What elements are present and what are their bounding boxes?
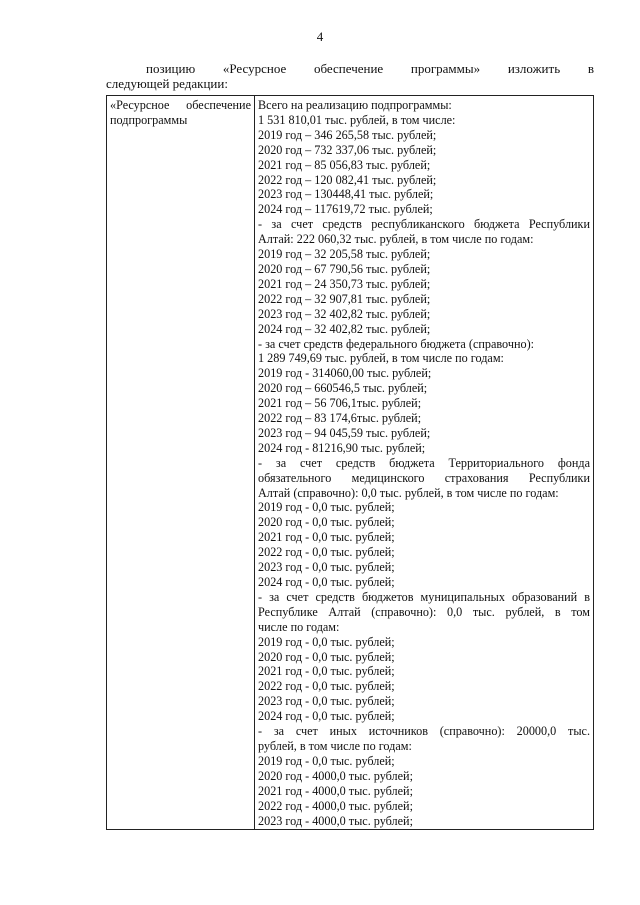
label-line: подпрограммы: [110, 112, 188, 127]
content-cell: [255, 96, 594, 830]
total-year-line: 2023 год – 130448,41 тыс. рублей;: [258, 187, 434, 202]
intro-word: позицию: [146, 61, 196, 76]
municipal-heading-line: - за счет средств бюджетов муниципальных образований в: [258, 589, 590, 604]
other-year-line: 2021 год - 4000,0 тыс. рублей;: [258, 783, 413, 798]
resource-table: [106, 95, 594, 830]
republic-year-line: 2022 год – 32 907,81 тыс. рублей;: [258, 291, 431, 306]
fund-year-line: 2024 год - 0,0 тыс. рублей;: [258, 575, 395, 589]
table-row: [107, 96, 594, 830]
republic-year-line: 2021 год – 24 350,73 тыс. рублей;: [258, 276, 431, 291]
fund-year-line: 2020 год - 0,0 тыс. рублей;: [258, 515, 395, 530]
intro-paragraph: [106, 61, 594, 91]
republic-heading-line: - за счет средств республиканского бюджета Республики: [258, 217, 590, 232]
fund-year-line: 2023 год - 0,0 тыс. рублей;: [258, 560, 395, 575]
page-number: 4: [316, 29, 324, 44]
fund-year-line: 2022 год - 0,0 тыс. рублей;: [258, 545, 395, 560]
label-cell: [107, 96, 255, 830]
total-sum: 1 531 810,01 тыс. рублей, в том числе:: [258, 112, 456, 127]
republic-heading-line: Алтай: 222 060,32 тыс. рублей, в том числе по годам:: [258, 232, 534, 247]
federal-heading-line: 1 289 749,69 тыс. рублей, в том числе по годам:: [258, 351, 504, 366]
intro-word: изложить: [507, 61, 561, 76]
other-heading-line: - за счет иных источников (справочно): 20000,0 тыс.: [258, 724, 590, 739]
total-heading: Всего на реализацию подпрограммы:: [258, 98, 452, 112]
intro-word: обеспечение: [313, 61, 384, 76]
total-year-line: 2021 год – 85 056,83 тыс. рублей;: [258, 157, 431, 172]
municipal-year-line: 2019 год - 0,0 тыс. рублей;: [258, 634, 395, 649]
republic-year-line: 2023 год – 32 402,82 тыс. рублей;: [258, 306, 431, 321]
fund-year-line: 2019 год - 0,0 тыс. рублей;: [258, 500, 395, 515]
republic-year-line: 2019 год – 32 205,58 тыс. рублей;: [258, 247, 431, 262]
intro-word: программы»: [410, 61, 481, 76]
federal-heading-line: - за счет средств федерального бюджета (справочно):: [258, 336, 535, 351]
total-year-line: 2019 год – 346 265,58 тыс. рублей;: [258, 127, 437, 142]
federal-year-line: 2020 год – 660546,5 тыс. рублей;: [258, 381, 428, 396]
fund-heading-line: Алтай (справочно): 0,0 тыс. рублей, в том числе по годам:: [258, 485, 559, 500]
municipal-year-line: 2020 год - 0,0 тыс. рублей;: [258, 649, 395, 664]
fund-heading-line: - за счет средств бюджета Территориального фонда: [258, 455, 590, 470]
federal-year-line: 2022 год – 83 174,6тыс. рублей;: [258, 411, 422, 426]
intro-word: «Ресурсное: [222, 61, 287, 76]
municipal-heading-line: числе по годам:: [258, 619, 340, 634]
intro-line-1: [106, 61, 594, 76]
federal-year-line: 2024 год - 81216,90 тыс. рублей;: [258, 440, 426, 455]
other-heading-line: рублей, в том числе по годам:: [258, 738, 412, 753]
federal-year-line: 2021 год – 56 706,1тыс. рублей;: [258, 396, 422, 411]
federal-year-line: 2019 год - 314060,00 тыс. рублей;: [258, 366, 432, 381]
intro-line-2: следующей редакции:: [106, 76, 228, 91]
other-year-line: 2023 год - 4000,0 тыс. рублей;: [258, 813, 413, 828]
municipal-year-line: 2021 год - 0,0 тыс. рублей;: [258, 664, 395, 679]
total-year-line: 2024 год – 117619,72 тыс. рублей;: [258, 202, 433, 217]
municipal-year-line: 2022 год - 0,0 тыс. рублей;: [258, 679, 395, 694]
intro-word: в: [587, 61, 594, 76]
municipal-heading-line: Республике Алтай (справочно): 0,0 тыс. рублей, в том: [258, 604, 590, 619]
fund-heading-line: обязательного медицинского страхования Республики: [258, 470, 590, 485]
other-year-line: 2020 год - 4000,0 тыс. рублей;: [258, 768, 413, 783]
total-year-line: 2022 год – 120 082,41 тыс. рублей;: [258, 172, 437, 187]
other-year-line: 2019 год - 0,0 тыс. рублей;: [258, 753, 395, 768]
other-year-line: 2022 год - 4000,0 тыс. рублей;: [258, 798, 413, 813]
total-year-line: 2020 год – 732 337,06 тыс. рублей;: [258, 142, 437, 157]
municipal-year-line: 2023 год - 0,0 тыс. рублей;: [258, 694, 395, 709]
fund-year-line: 2021 год - 0,0 тыс. рублей;: [258, 530, 395, 545]
republic-year-line: 2024 год – 32 402,82 тыс. рублей;: [258, 321, 431, 336]
republic-year-line: 2020 год – 67 790,56 тыс. рублей;: [258, 261, 431, 276]
federal-year-line: 2023 год – 94 045,59 тыс. рублей;: [258, 425, 431, 440]
municipal-year-line: 2024 год - 0,0 тыс. рублей;: [258, 709, 395, 724]
label-line: «Ресурсное обеспечение: [110, 98, 251, 112]
